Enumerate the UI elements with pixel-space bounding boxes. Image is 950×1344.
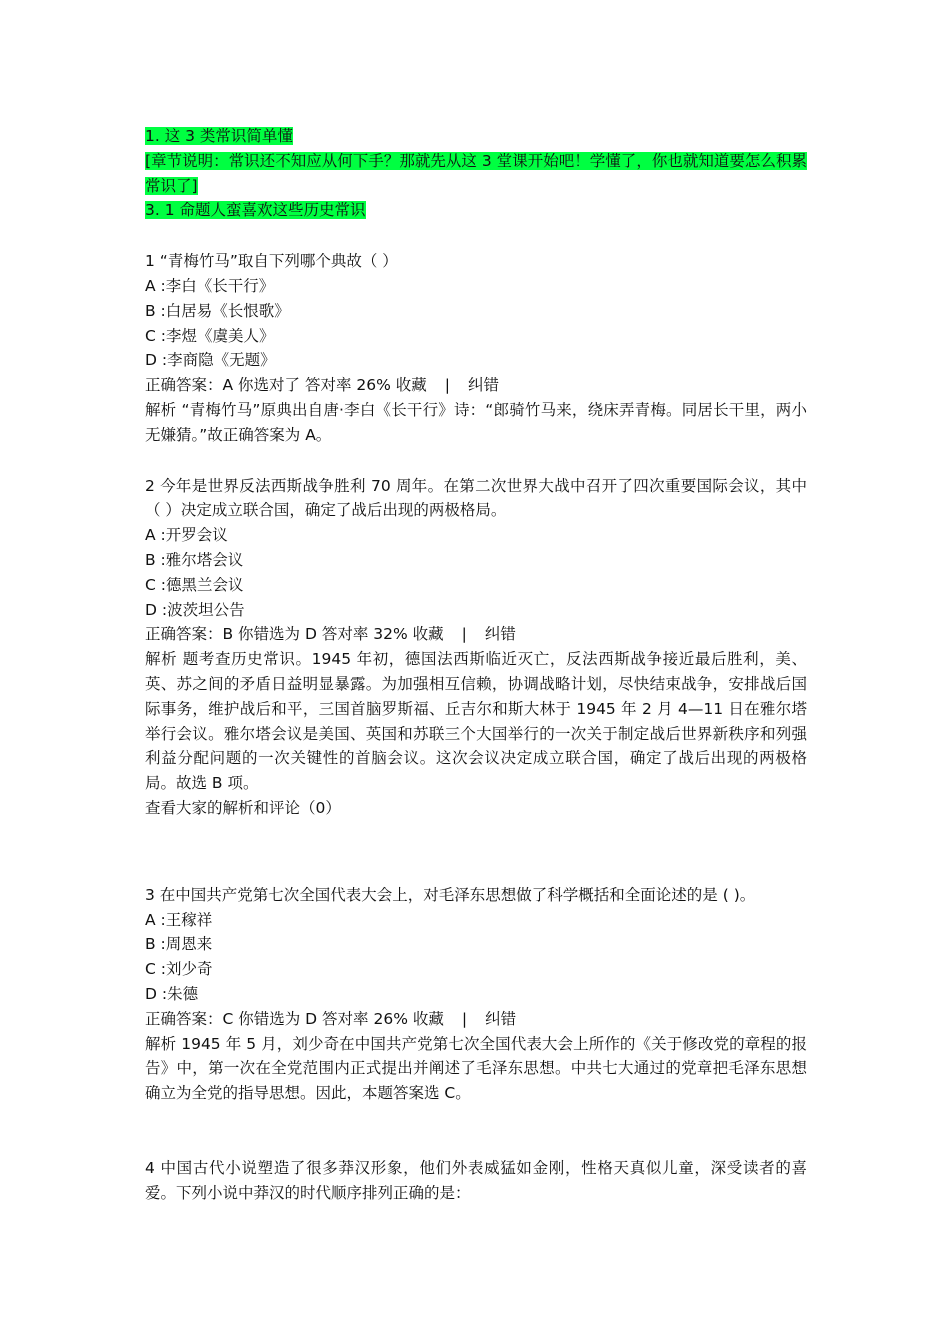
option-d[interactable]: D :朱德 [145, 984, 199, 1003]
option-b[interactable]: B :周恩来 [145, 935, 213, 954]
option-c[interactable]: C :刘少奇 [145, 960, 213, 979]
question-stem: 4 中国古代小说塑造了很多莽汉形象，他们外表威猛如金刚，性格天真似儿童，深受读者的喜爱。下列小说中莽汉的时代顺序排列正确的是： [145, 1158, 807, 1202]
question-2 [145, 474, 807, 821]
analysis: 解析 题考查历史常识。1945 年初，德国法西斯临近灭亡，反法西斯战争接近最后胜利，美、英、苏之间的矛盾日益明显暴露。为加强相互信赖，协调战略计划，尽快结束战争，安排战后国际事务，维护战后和平，三国首脑罗斯福、丘吉尔和斯大林于 1945 年 2 月 4—11 日在雅尔塔举行会议。雅尔塔会议是美国、英国和苏联三个大国举行的一次关于制定战后世界新秩序和列强利益分配问题的一次关键性的首脑会议。这次会议决定成立联合国，确定了战后出现的两极格局。故选 B 项。 [145, 650, 807, 793]
chapter-header [145, 124, 807, 223]
option-c[interactable]: C :德黑兰会议 [145, 575, 244, 594]
answer-text: 正确答案：C 你错选为 D 答对率 26% 收藏 [145, 1009, 444, 1028]
question-4 [145, 1156, 807, 1206]
option-b[interactable]: B :雅尔塔会议 [145, 550, 244, 569]
chapter-title: 1. 这 3 类常识简单懂 [145, 127, 293, 145]
answer-result [145, 622, 807, 647]
question-stem: 2 今年是世界反法西斯战争胜利 70 周年。在第二次世界大战中召开了四次重要国际会议，其中（ ）决定成立联合国，确定了战后出现的两极格局。 [145, 476, 807, 520]
option-a[interactable]: A :李白《长干行》 [145, 276, 275, 295]
option-c[interactable]: C :李煜《虞美人》 [145, 326, 275, 345]
option-a[interactable]: A :开罗会议 [145, 526, 228, 545]
section-title: 3. 1 命题人蛮喜欢这些历史常识 [145, 201, 366, 220]
report-error-link[interactable]: 纠错 [484, 625, 516, 644]
chapter-note: [章节说明：常识还不知应从何下手？那就先从这 3 堂课开始吧！学懂了，你也就知道要怎么积累常识了] [145, 151, 807, 195]
analysis: 解析 “青梅竹马”原典出自唐·李白《长干行》诗：“郎骑竹马来，绕床弄青梅。同居长干里，两小无嫌猜。”故正确答案为 A。 [145, 400, 807, 444]
question-1 [145, 249, 807, 447]
question-stem: 3 在中国共产党第七次全国代表大会上，对毛泽东思想做了科学概括和全面论述的是 ( )。 [145, 885, 756, 904]
analysis: 解析 1945 年 5 月，刘少奇在中国共产党第七次全国代表大会上所作的《关于修改党的章程的报告》中，第一次在全党范围内正式提出并阐述了毛泽东思想。中共七大通过的党章把毛泽东思想确立为全党的指导思想。因此，本题答案选 C。 [145, 1034, 807, 1103]
option-b[interactable]: B :白居易《长恨歌》 [145, 301, 290, 320]
question-stem: 1 “青梅竹马”取自下列哪个典故（ ） [145, 252, 398, 271]
option-d[interactable]: D :波茨坦公告 [145, 600, 245, 619]
answer-result [145, 373, 807, 398]
answer-text: 正确答案：A 你选对了 答对率 26% 收藏 [145, 376, 427, 395]
answer-result [145, 1007, 807, 1032]
option-d[interactable]: D :李商隐《无题》 [145, 351, 276, 370]
separator: | [461, 625, 467, 644]
separator: | [444, 376, 450, 395]
report-error-link[interactable]: 纠错 [468, 376, 500, 395]
report-error-link[interactable]: 纠错 [485, 1009, 517, 1028]
option-a[interactable]: A :王稼祥 [145, 910, 213, 929]
separator: | [461, 1009, 468, 1028]
document-page [145, 124, 807, 1205]
question-3 [145, 883, 807, 1106]
answer-text: 正确答案：B 你错选为 D 答对率 32% 收藏 [145, 625, 444, 644]
view-comments-link[interactable]: 查看大家的解析和评论（0） [145, 798, 341, 817]
